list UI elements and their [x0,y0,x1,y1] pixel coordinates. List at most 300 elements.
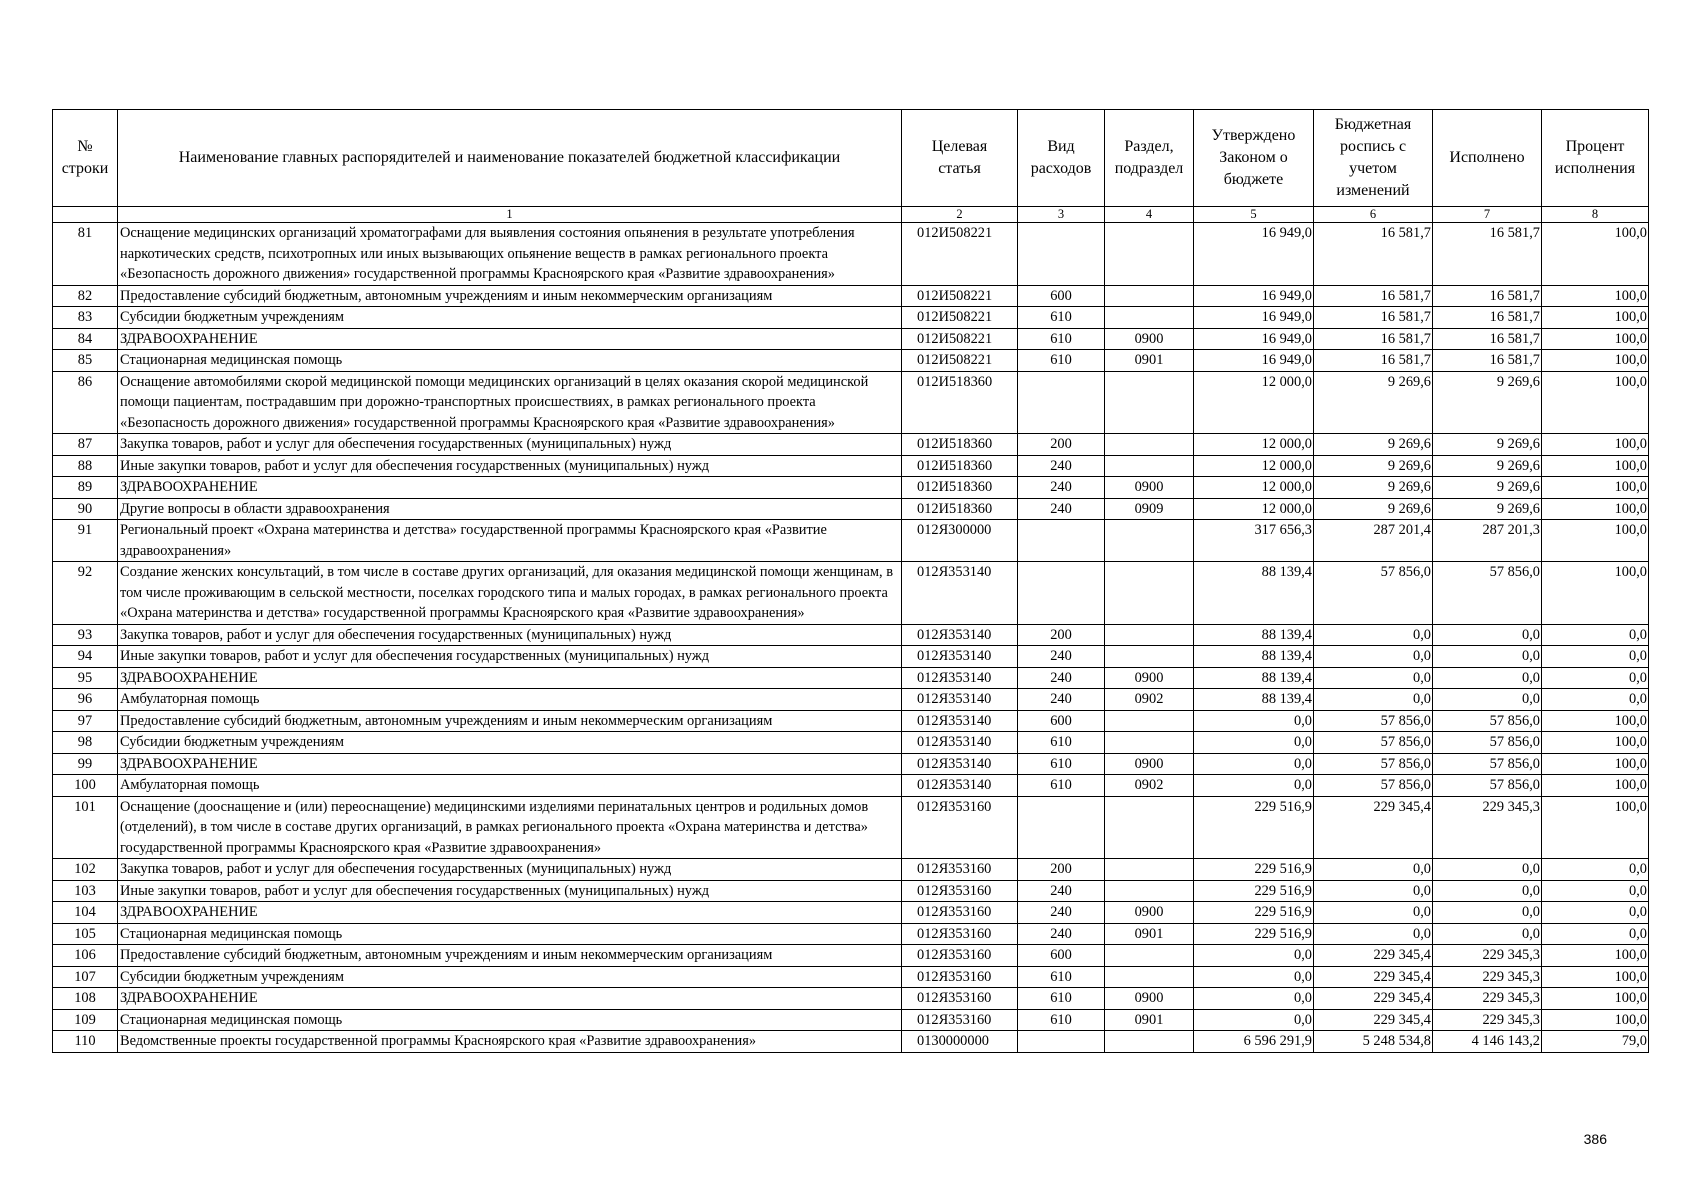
target-article-cell: 012Я300000 [902,520,1018,562]
column-number: 4 [1105,207,1194,223]
expense-type-cell: 610 [1018,328,1105,350]
target-article-cell: 012И508221 [902,307,1018,329]
row-number-cell: 85 [53,350,118,372]
executed-amount-cell: 16 581,7 [1433,350,1542,372]
target-article-cell: 0130000000 [902,1031,1018,1053]
executed-amount-cell: 57 856,0 [1433,775,1542,797]
roster-amount-cell: 0,0 [1314,646,1433,668]
percent-cell: 0,0 [1542,646,1649,668]
roster-amount-cell: 16 581,7 [1314,285,1433,307]
target-article-cell: 012Я353160 [902,945,1018,967]
percent-cell: 100,0 [1542,753,1649,775]
row-name-cell: Стационарная медицинская помощь [118,350,902,372]
executed-amount-cell: 57 856,0 [1433,732,1542,754]
section-cell: 0900 [1105,667,1194,689]
section-cell: 0900 [1105,902,1194,924]
expense-type-cell [1018,1031,1105,1053]
target-article-cell: 012Я353140 [902,710,1018,732]
table-row [53,498,1649,520]
approved-amount-cell: 0,0 [1194,988,1314,1010]
expense-type-cell: 240 [1018,477,1105,499]
percent-cell: 100,0 [1542,1009,1649,1031]
table-row [53,710,1649,732]
row-number-cell: 83 [53,307,118,329]
roster-amount-cell: 16 581,7 [1314,223,1433,286]
roster-amount-cell: 9 269,6 [1314,371,1433,434]
approved-amount-cell: 6 596 291,9 [1194,1031,1314,1053]
percent-cell: 0,0 [1542,624,1649,646]
table-row [53,775,1649,797]
header-row-number: № строки [53,110,118,207]
row-number-cell: 101 [53,796,118,859]
header-approved: Утверждено Законом о бюджете [1194,110,1314,207]
executed-amount-cell: 0,0 [1433,667,1542,689]
executed-amount-cell: 0,0 [1433,923,1542,945]
column-number: 5 [1194,207,1314,223]
expense-type-cell: 610 [1018,350,1105,372]
table-row [53,520,1649,562]
percent-cell: 100,0 [1542,307,1649,329]
expense-type-cell: 240 [1018,902,1105,924]
roster-amount-cell: 9 269,6 [1314,434,1433,456]
executed-amount-cell: 0,0 [1433,646,1542,668]
row-number-cell: 81 [53,223,118,286]
table-row [53,988,1649,1010]
table-row [53,880,1649,902]
roster-amount-cell: 57 856,0 [1314,710,1433,732]
table-row [53,328,1649,350]
executed-amount-cell: 229 345,3 [1433,988,1542,1010]
expense-type-cell: 610 [1018,1009,1105,1031]
section-cell [1105,732,1194,754]
roster-amount-cell: 0,0 [1314,689,1433,711]
section-cell: 0900 [1105,988,1194,1010]
table-row [53,285,1649,307]
table-row [53,562,1649,625]
table-row [53,753,1649,775]
expense-type-cell: 240 [1018,455,1105,477]
row-number-cell: 87 [53,434,118,456]
approved-amount-cell: 229 516,9 [1194,880,1314,902]
executed-amount-cell: 9 269,6 [1433,371,1542,434]
expense-type-cell: 600 [1018,710,1105,732]
row-name-cell: ЗДРАВООХРАНЕНИЕ [118,667,902,689]
roster-amount-cell: 16 581,7 [1314,350,1433,372]
executed-amount-cell: 9 269,6 [1433,434,1542,456]
row-name-cell: Иные закупки товаров, работ и услуг для обеспечения государственных (муниципальных) нужд [118,455,902,477]
target-article-cell: 012И518360 [902,477,1018,499]
percent-cell: 100,0 [1542,988,1649,1010]
approved-amount-cell: 16 949,0 [1194,350,1314,372]
row-number-cell: 95 [53,667,118,689]
roster-amount-cell: 229 345,4 [1314,988,1433,1010]
approved-amount-cell: 229 516,9 [1194,859,1314,881]
section-cell [1105,562,1194,625]
executed-amount-cell: 9 269,6 [1433,455,1542,477]
row-name-cell: Ведомственные проекты государственной программы Красноярского края «Развитие здравоохранения» [118,1031,902,1053]
roster-amount-cell: 16 581,7 [1314,328,1433,350]
section-cell [1105,1031,1194,1053]
table-row [53,434,1649,456]
executed-amount-cell: 9 269,6 [1433,477,1542,499]
section-cell [1105,710,1194,732]
table-row [53,1031,1649,1053]
percent-cell: 0,0 [1542,667,1649,689]
target-article-cell: 012И508221 [902,350,1018,372]
approved-amount-cell: 0,0 [1194,1009,1314,1031]
executed-amount-cell: 0,0 [1433,689,1542,711]
target-article-cell: 012И518360 [902,455,1018,477]
row-name-cell: ЗДРАВООХРАНЕНИЕ [118,988,902,1010]
roster-amount-cell: 0,0 [1314,624,1433,646]
row-name-cell: Иные закупки товаров, работ и услуг для обеспечения государственных (муниципальных) нужд [118,880,902,902]
percent-cell: 100,0 [1542,328,1649,350]
row-number-cell: 108 [53,988,118,1010]
row-number-cell: 82 [53,285,118,307]
expense-type-cell [1018,223,1105,286]
section-cell [1105,945,1194,967]
target-article-cell: 012Я353140 [902,562,1018,625]
row-name-cell: Региональный проект «Охрана материнства и детства» государственной программы Красноярского края «Развитие здравоохранения» [118,520,902,562]
table-row [53,945,1649,967]
row-number-cell: 91 [53,520,118,562]
executed-amount-cell: 0,0 [1433,902,1542,924]
row-number-cell: 103 [53,880,118,902]
row-name-cell: Стационарная медицинская помощь [118,923,902,945]
approved-amount-cell: 229 516,9 [1194,902,1314,924]
table-row [53,667,1649,689]
approved-amount-cell: 88 139,4 [1194,667,1314,689]
column-number-row [53,207,1649,223]
target-article-cell: 012Я353140 [902,667,1018,689]
target-article-cell: 012И518360 [902,371,1018,434]
table-row [53,371,1649,434]
expense-type-cell: 600 [1018,285,1105,307]
table-row [53,902,1649,924]
column-number: 1 [118,207,902,223]
expense-type-cell: 240 [1018,646,1105,668]
percent-cell: 0,0 [1542,859,1649,881]
percent-cell: 100,0 [1542,732,1649,754]
header-name: Наименование главных распорядителей и наименование показателей бюджетной классификации [118,110,902,207]
row-name-cell: Субсидии бюджетным учреждениям [118,732,902,754]
target-article-cell: 012Я353160 [902,902,1018,924]
table-row [53,624,1649,646]
budget-execution-table [52,109,1649,1053]
executed-amount-cell: 229 345,3 [1433,796,1542,859]
percent-cell: 100,0 [1542,562,1649,625]
expense-type-cell [1018,371,1105,434]
approved-amount-cell: 88 139,4 [1194,689,1314,711]
target-article-cell: 012Я353140 [902,646,1018,668]
row-name-cell: Предоставление субсидий бюджетным, автономным учреждениям и иным некоммерческим организациям [118,945,902,967]
row-name-cell: Стационарная медицинская помощь [118,1009,902,1031]
percent-cell: 100,0 [1542,477,1649,499]
approved-amount-cell: 16 949,0 [1194,307,1314,329]
expense-type-cell [1018,520,1105,562]
executed-amount-cell: 0,0 [1433,624,1542,646]
row-number-cell: 110 [53,1031,118,1053]
row-name-cell: Предоставление субсидий бюджетным, автономным учреждениям и иным некоммерческим организациям [118,710,902,732]
approved-amount-cell: 0,0 [1194,945,1314,967]
target-article-cell: 012И518360 [902,498,1018,520]
executed-amount-cell: 229 345,3 [1433,945,1542,967]
approved-amount-cell: 88 139,4 [1194,562,1314,625]
header-percent: Процент исполнения [1542,110,1649,207]
percent-cell: 100,0 [1542,710,1649,732]
row-name-cell: Закупка товаров, работ и услуг для обеспечения государственных (муниципальных) нужд [118,859,902,881]
percent-cell: 100,0 [1542,434,1649,456]
percent-cell: 100,0 [1542,966,1649,988]
row-number-cell: 89 [53,477,118,499]
target-article-cell: 012Я353140 [902,775,1018,797]
row-number-cell: 94 [53,646,118,668]
section-cell [1105,796,1194,859]
target-article-cell: 012И508221 [902,223,1018,286]
table-row [53,1009,1649,1031]
target-article-cell: 012Я353140 [902,732,1018,754]
executed-amount-cell: 57 856,0 [1433,562,1542,625]
roster-amount-cell: 5 248 534,8 [1314,1031,1433,1053]
section-cell: 0900 [1105,328,1194,350]
percent-cell: 100,0 [1542,775,1649,797]
section-cell [1105,859,1194,881]
approved-amount-cell: 0,0 [1194,753,1314,775]
row-name-cell: Закупка товаров, работ и услуг для обеспечения государственных (муниципальных) нужд [118,624,902,646]
header-target-article: Целевая статья [902,110,1018,207]
expense-type-cell: 200 [1018,859,1105,881]
row-name-cell: Амбулаторная помощь [118,775,902,797]
percent-cell: 0,0 [1542,923,1649,945]
roster-amount-cell: 0,0 [1314,902,1433,924]
section-cell [1105,646,1194,668]
expense-type-cell: 240 [1018,689,1105,711]
header-budget-roster: Бюджетная роспись с учетом изменений [1314,110,1433,207]
section-cell [1105,880,1194,902]
percent-cell: 100,0 [1542,223,1649,286]
expense-type-cell [1018,796,1105,859]
row-number-cell: 88 [53,455,118,477]
executed-amount-cell: 287 201,3 [1433,520,1542,562]
section-cell: 0902 [1105,775,1194,797]
percent-cell: 79,0 [1542,1031,1649,1053]
percent-cell: 100,0 [1542,371,1649,434]
expense-type-cell: 610 [1018,753,1105,775]
percent-cell: 0,0 [1542,689,1649,711]
section-cell [1105,434,1194,456]
table-header-row [53,110,1649,207]
executed-amount-cell: 16 581,7 [1433,223,1542,286]
row-number-cell: 100 [53,775,118,797]
executed-amount-cell: 229 345,3 [1433,1009,1542,1031]
section-cell [1105,371,1194,434]
table-body [53,223,1649,1053]
target-article-cell: 012И508221 [902,285,1018,307]
approved-amount-cell: 317 656,3 [1194,520,1314,562]
roster-amount-cell: 57 856,0 [1314,732,1433,754]
expense-type-cell: 240 [1018,880,1105,902]
target-article-cell: 012Я353160 [902,796,1018,859]
table-row [53,732,1649,754]
section-cell: 0901 [1105,923,1194,945]
executed-amount-cell: 16 581,7 [1433,328,1542,350]
expense-type-cell: 610 [1018,966,1105,988]
percent-cell: 100,0 [1542,455,1649,477]
section-cell [1105,455,1194,477]
row-number-cell: 97 [53,710,118,732]
row-name-cell: ЗДРАВООХРАНЕНИЕ [118,328,902,350]
column-number: 7 [1433,207,1542,223]
approved-amount-cell: 0,0 [1194,732,1314,754]
percent-cell: 100,0 [1542,520,1649,562]
section-cell: 0900 [1105,753,1194,775]
expense-type-cell: 600 [1018,945,1105,967]
percent-cell: 0,0 [1542,902,1649,924]
row-number-cell: 98 [53,732,118,754]
executed-amount-cell: 229 345,3 [1433,966,1542,988]
roster-amount-cell: 57 856,0 [1314,562,1433,625]
approved-amount-cell: 88 139,4 [1194,624,1314,646]
row-number-cell: 90 [53,498,118,520]
target-article-cell: 012Я353160 [902,988,1018,1010]
expense-type-cell: 610 [1018,988,1105,1010]
row-name-cell: ЗДРАВООХРАНЕНИЕ [118,477,902,499]
row-number-cell: 86 [53,371,118,434]
table-row [53,223,1649,286]
executed-amount-cell: 57 856,0 [1433,753,1542,775]
target-article-cell: 012Я353140 [902,689,1018,711]
row-name-cell: ЗДРАВООХРАНЕНИЕ [118,902,902,924]
target-article-cell: 012Я353160 [902,859,1018,881]
approved-amount-cell: 16 949,0 [1194,285,1314,307]
roster-amount-cell: 57 856,0 [1314,753,1433,775]
approved-amount-cell: 88 139,4 [1194,646,1314,668]
approved-amount-cell: 0,0 [1194,966,1314,988]
row-number-cell: 93 [53,624,118,646]
section-cell [1105,223,1194,286]
row-name-cell: Предоставление субсидий бюджетным, автономным учреждениям и иным некоммерческим организациям [118,285,902,307]
header-expense-type: Вид расходов [1018,110,1105,207]
roster-amount-cell: 0,0 [1314,923,1433,945]
section-cell: 0901 [1105,350,1194,372]
approved-amount-cell: 12 000,0 [1194,371,1314,434]
roster-amount-cell: 16 581,7 [1314,307,1433,329]
expense-type-cell [1018,562,1105,625]
target-article-cell: 012Я353160 [902,1009,1018,1031]
section-cell: 0902 [1105,689,1194,711]
table-row [53,350,1649,372]
table-row [53,646,1649,668]
table-row [53,859,1649,881]
roster-amount-cell: 0,0 [1314,859,1433,881]
table-row [53,966,1649,988]
section-cell: 0900 [1105,477,1194,499]
row-name-cell: Субсидии бюджетным учреждениям [118,307,902,329]
roster-amount-cell: 9 269,6 [1314,477,1433,499]
section-cell [1105,285,1194,307]
target-article-cell: 012И508221 [902,328,1018,350]
row-name-cell: Амбулаторная помощь [118,689,902,711]
expense-type-cell: 200 [1018,434,1105,456]
header-executed: Исполнено [1433,110,1542,207]
roster-amount-cell: 9 269,6 [1314,498,1433,520]
approved-amount-cell: 229 516,9 [1194,796,1314,859]
table-row [53,796,1649,859]
approved-amount-cell: 0,0 [1194,775,1314,797]
expense-type-cell: 610 [1018,775,1105,797]
expense-type-cell: 200 [1018,624,1105,646]
roster-amount-cell: 0,0 [1314,880,1433,902]
roster-amount-cell: 229 345,4 [1314,966,1433,988]
row-number-cell: 105 [53,923,118,945]
table-row [53,455,1649,477]
row-name-cell: Оснащение автомобилями скорой медицинской помощи медицинских организаций в целях оказания скорой медицинской помощи пациентам, пострадавшим при дорожно-транспортных происшествиях, в рамках регионального проекта «Безопасность дорожного движения» государственной программы Красноярского края «Развитие здравоохранения» [118,371,902,434]
expense-type-cell: 610 [1018,732,1105,754]
executed-amount-cell: 16 581,7 [1433,285,1542,307]
roster-amount-cell: 229 345,4 [1314,945,1433,967]
page-number: 386 [1583,1131,1607,1147]
row-name-cell: Создание женских консультаций, в том числе в составе других организаций, для оказания медицинской помощи женщинам, в том числе проживающим в сельской местности, поселках городского типа и малых городах, в рамках регионального проекта «Охрана материнства и детства» государственной программы Красноярского края «Развитие здравоохранения» [118,562,902,625]
executed-amount-cell: 0,0 [1433,859,1542,881]
percent-cell: 100,0 [1542,498,1649,520]
row-number-cell: 106 [53,945,118,967]
table-row [53,923,1649,945]
row-name-cell: Другие вопросы в области здравоохранения [118,498,902,520]
expense-type-cell: 610 [1018,307,1105,329]
roster-amount-cell: 57 856,0 [1314,775,1433,797]
row-number-cell: 84 [53,328,118,350]
column-number-blank [53,207,118,223]
row-number-cell: 96 [53,689,118,711]
section-cell: 0909 [1105,498,1194,520]
row-number-cell: 92 [53,562,118,625]
column-number: 3 [1018,207,1105,223]
approved-amount-cell: 12 000,0 [1194,434,1314,456]
approved-amount-cell: 12 000,0 [1194,498,1314,520]
header-section: Раздел, подраздел [1105,110,1194,207]
target-article-cell: 012И518360 [902,434,1018,456]
table-row [53,477,1649,499]
section-cell: 0901 [1105,1009,1194,1031]
row-number-cell: 102 [53,859,118,881]
target-article-cell: 012Я353140 [902,624,1018,646]
row-name-cell: ЗДРАВООХРАНЕНИЕ [118,753,902,775]
column-number: 6 [1314,207,1433,223]
executed-amount-cell: 4 146 143,2 [1433,1031,1542,1053]
executed-amount-cell: 57 856,0 [1433,710,1542,732]
table-row [53,307,1649,329]
percent-cell: 100,0 [1542,796,1649,859]
table-row [53,689,1649,711]
target-article-cell: 012Я353160 [902,880,1018,902]
section-cell [1105,307,1194,329]
section-cell [1105,624,1194,646]
approved-amount-cell: 0,0 [1194,710,1314,732]
executed-amount-cell: 16 581,7 [1433,307,1542,329]
expense-type-cell: 240 [1018,498,1105,520]
roster-amount-cell: 0,0 [1314,667,1433,689]
row-name-cell: Иные закупки товаров, работ и услуг для обеспечения государственных (муниципальных) нужд [118,646,902,668]
percent-cell: 100,0 [1542,350,1649,372]
row-number-cell: 109 [53,1009,118,1031]
row-number-cell: 104 [53,902,118,924]
approved-amount-cell: 229 516,9 [1194,923,1314,945]
executed-amount-cell: 9 269,6 [1433,498,1542,520]
section-cell [1105,520,1194,562]
roster-amount-cell: 229 345,4 [1314,1009,1433,1031]
approved-amount-cell: 16 949,0 [1194,223,1314,286]
target-article-cell: 012Я353160 [902,966,1018,988]
